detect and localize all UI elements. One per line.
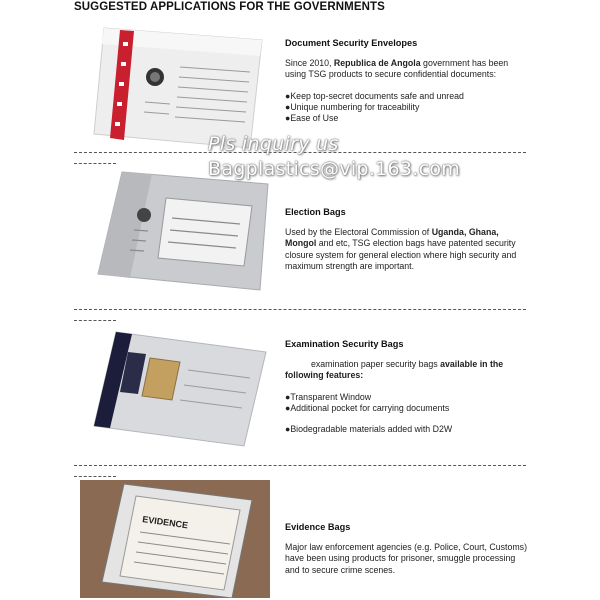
watermark-email: Bagplastics@vip.163.com [208,158,461,180]
list-item: ●Unique numbering for traceability [285,101,420,112]
section-divider [74,309,526,310]
section-divider-tail [74,163,116,164]
section-heading: Evidence Bags [285,522,351,532]
section-divider-tail [74,320,116,321]
section-description: examination paper security bags available in the following features: [285,359,504,381]
election-bags-text [285,207,530,272]
evidence-bag-label: EVIDENCE [141,514,189,531]
list-item: ●Transparent Window [285,391,372,402]
section-heading: Document Security Envelopes [285,38,418,48]
feature-list [285,91,530,125]
list-item: ●Keep top-secret documents safe and unread [285,90,464,101]
section-description: Major law enforcement agencies (e.g. Police, Court, Customs) have been using products for prisoner, smuggle processing and to secure crime scenes. [285,542,528,575]
section-heading: Election Bags [285,207,346,217]
section-description: Used by the Electoral Commission of Uganda, Ghana, Mongol and etc, TSG election bags have patented security closure system for general election where high security and maximum strength are important. [285,227,517,271]
feature-list-extra [285,424,530,435]
feature-list [285,392,530,414]
evidence-bag-image [80,480,270,598]
examination-bag-image [80,330,270,448]
evidence-bags-text [285,522,530,576]
list-item: ●Ease of Use [285,113,339,124]
document-envelope-image [90,22,270,150]
section-divider [74,465,526,466]
document-envelopes-text [285,38,530,124]
examination-bags-text [285,339,530,435]
section-heading: Examination Security Bags [285,339,404,349]
section-divider-tail [74,476,116,477]
list-item: ●Biodegradable materials added with D2W [285,424,453,435]
page-title: SUGGESTED APPLICATIONS FOR THE GOVERNMENTS [74,1,385,13]
list-item: ●Additional pocket for carrying documents [285,402,450,413]
election-bag-image [92,170,270,294]
section-description: Since 2010, Republica de Angola government has been using TSG products to secure confidential documents: [285,58,509,80]
watermark-inquiry: Pls inquiry us [208,133,339,155]
